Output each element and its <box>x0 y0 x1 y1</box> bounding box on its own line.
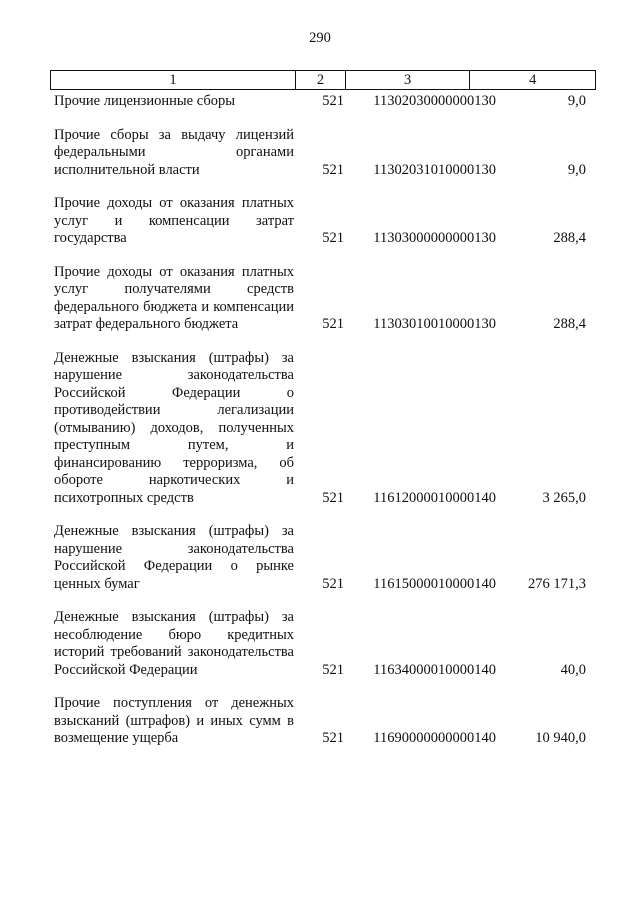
row-code: 521 <box>322 575 344 592</box>
header-col-3: 3 <box>346 71 471 89</box>
row-code: 521 <box>322 161 344 178</box>
table-row <box>50 695 596 748</box>
row-kbk: 11612000010000140 <box>373 489 496 506</box>
row-amount: 3 265,0 <box>542 489 586 506</box>
table-row <box>50 350 596 508</box>
table-row <box>50 195 596 248</box>
row-name: Денежные взыскания (штрафы) за несоблюдение бюро кредитных историй требований законодательства Российской Федерации <box>54 609 294 678</box>
row-code: 521 <box>322 230 344 246</box>
row-amount: 9,0 <box>567 93 586 109</box>
row-amount: 276 171,3 <box>528 575 586 592</box>
row-code: 521 <box>322 316 344 332</box>
row-kbk: 11302030000000130 <box>373 93 496 109</box>
row-name: Прочие поступления от денежных взысканий (штрафов) и иных сумм в возмещение ущерба <box>54 695 294 746</box>
row-name: Прочие доходы от оказания платных услуг и компенсации затрат государства <box>54 195 294 246</box>
row-amount: 9,0 <box>567 161 586 178</box>
table-header <box>50 70 596 90</box>
row-code: 521 <box>322 489 344 506</box>
row-name: Прочие доходы от оказания платных услуг получателями средств федерального бюджета и компенсации затрат федерального бюджета <box>54 263 294 332</box>
row-name: Денежные взыскания (штрафы) за нарушение законодательства Российской Федерации о противодействии легализации (отмыванию) доходов, полученных преступным путем, и финансированию терроризма, об обороте наркотических и психотропных средств <box>54 349 294 506</box>
row-kbk: 11615000010000140 <box>373 575 496 592</box>
row-amount: 288,4 <box>553 230 586 246</box>
row-kbk: 11302031010000130 <box>373 161 496 178</box>
row-name: Денежные взыскания (штрафы) за нарушение законодательства Российской Федерации о рынке ценных бумаг <box>54 523 294 592</box>
table-body <box>50 93 596 764</box>
row-amount: 288,4 <box>553 316 586 332</box>
row-amount: 40,0 <box>560 661 586 678</box>
row-name: Прочие сборы за выдачу лицензий федеральными органами исполнительной власти <box>54 126 294 178</box>
table-row <box>50 127 596 180</box>
row-kbk: 11690000000000140 <box>373 730 496 746</box>
row-amount: 10 940,0 <box>535 730 586 746</box>
table-row <box>50 609 596 679</box>
row-kbk: 11303000000000130 <box>373 230 496 246</box>
table-row <box>50 264 596 334</box>
row-kbk: 11634000010000140 <box>373 661 496 678</box>
row-code: 521 <box>322 661 344 678</box>
header-col-1: 1 <box>51 71 296 89</box>
table-row <box>50 523 596 593</box>
row-code: 521 <box>322 93 344 109</box>
header-col-4: 4 <box>529 72 537 88</box>
row-kbk: 11303010010000130 <box>373 316 496 332</box>
row-code: 521 <box>322 730 344 746</box>
header-col-2: 2 <box>296 71 346 89</box>
table-row <box>50 93 596 111</box>
row-name: Прочие лицензионные сборы <box>54 93 235 109</box>
page-number: 290 <box>309 30 331 46</box>
